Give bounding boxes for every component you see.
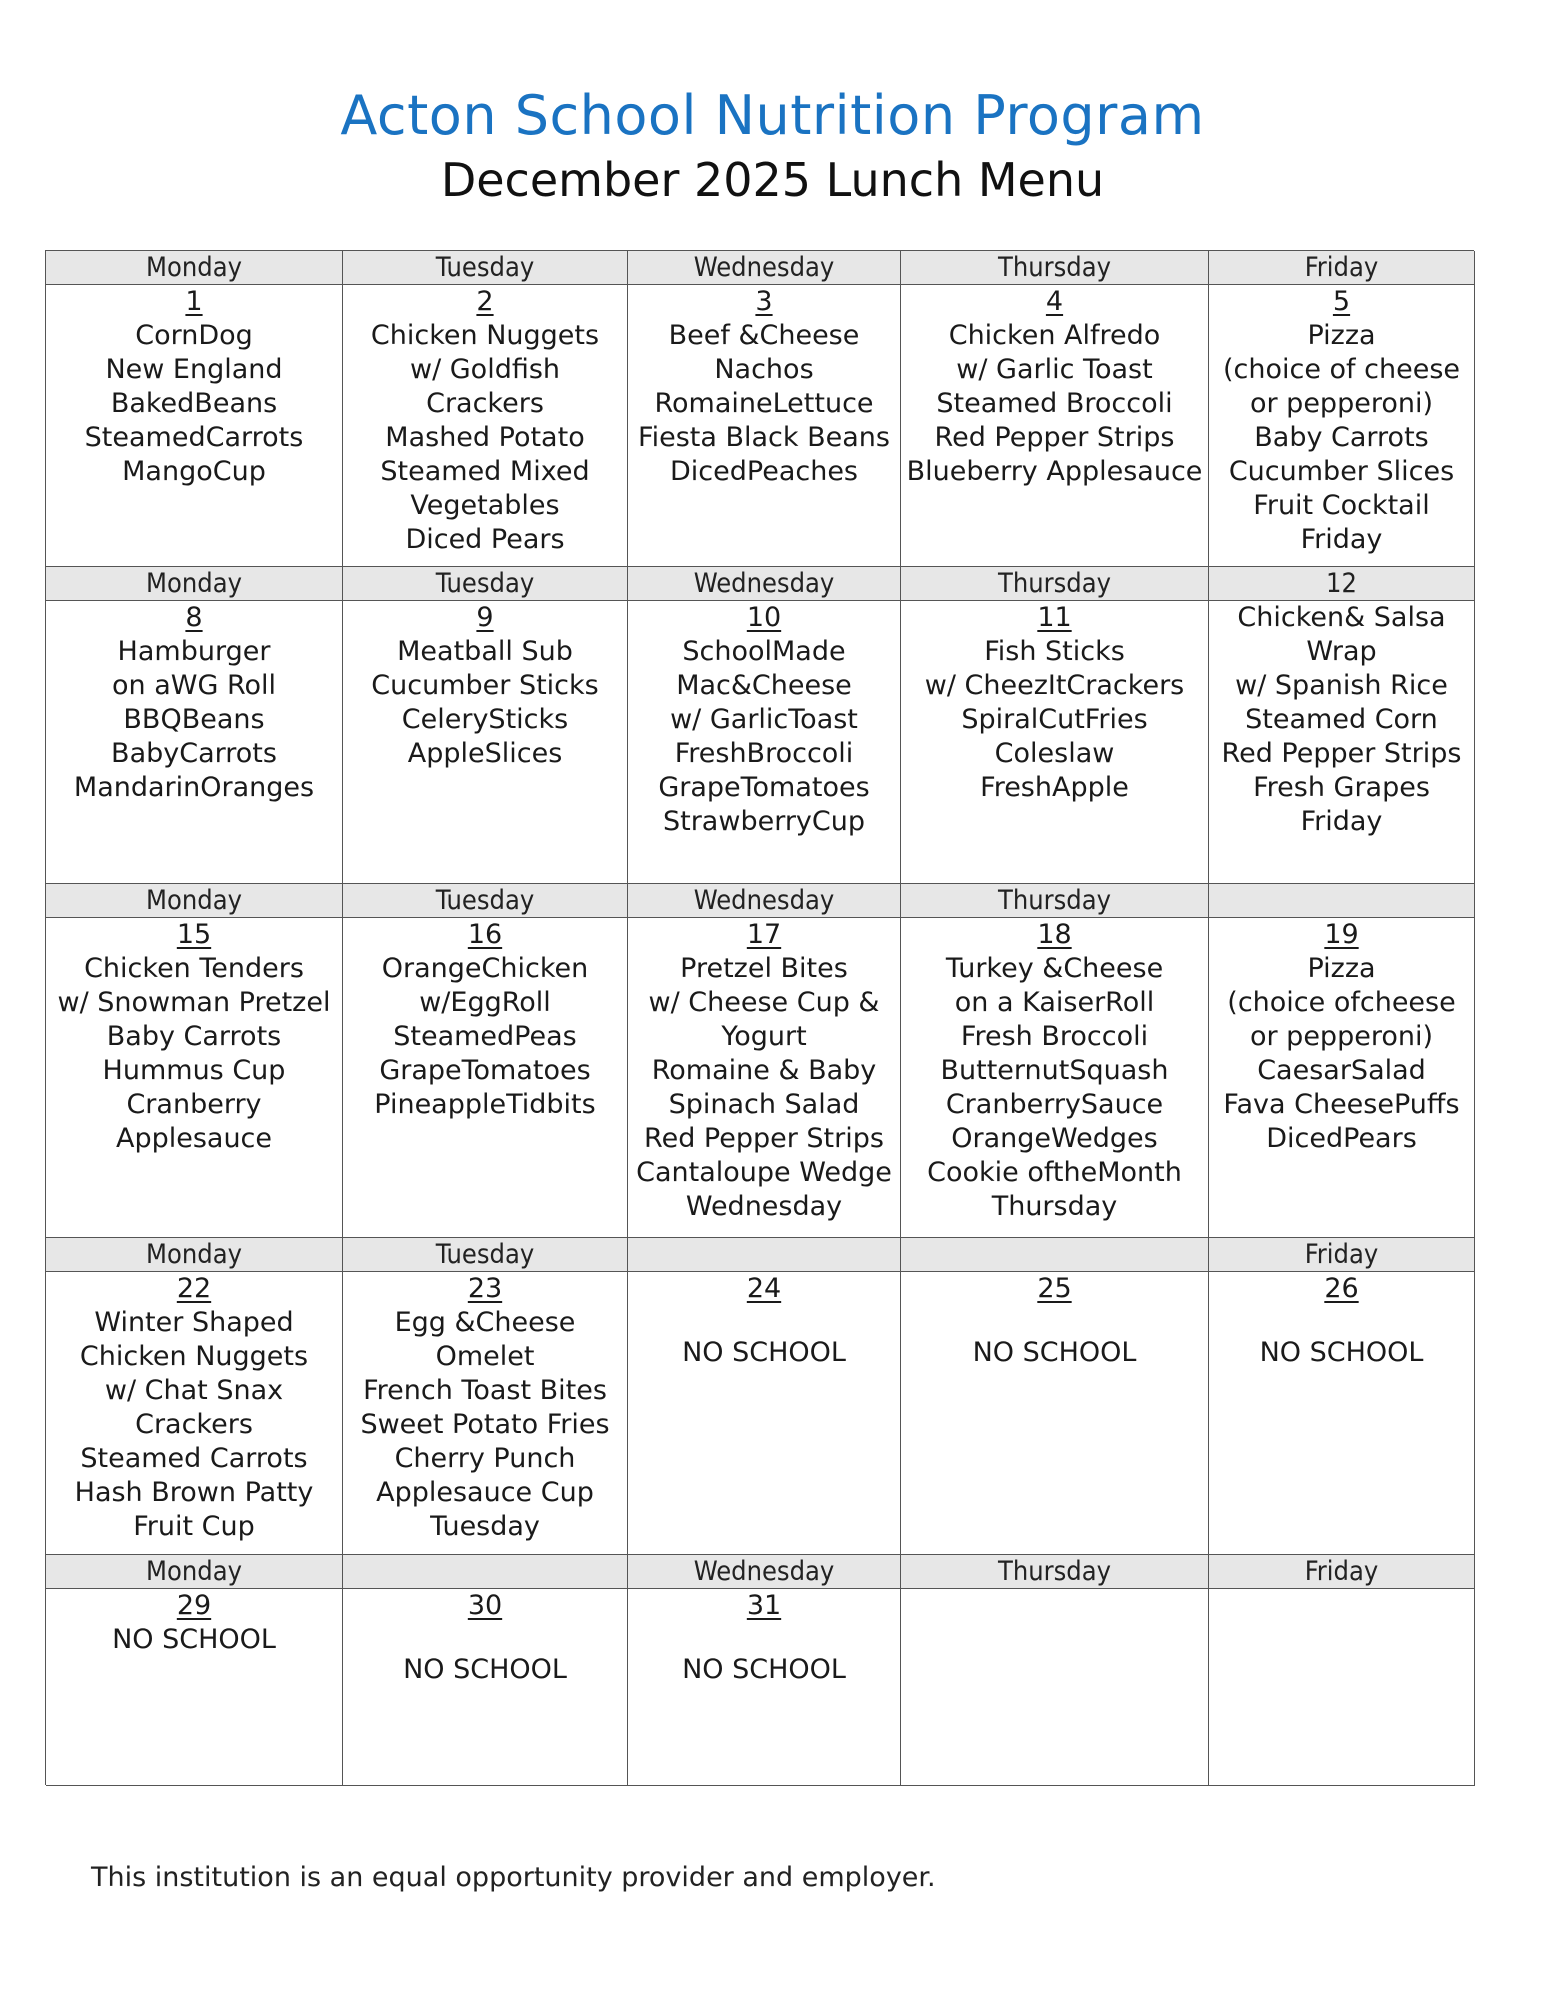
date-number: 8 [185, 602, 203, 633]
menu-item: Red Pepper Strips [934, 422, 1175, 453]
weekday-header: Wednesday [628, 884, 901, 918]
date-number: 10 [746, 602, 782, 633]
menu-item: Egg &Cheese [394, 1307, 576, 1338]
lunch-calendar [45, 250, 1474, 1785]
weekday-header: Monday [46, 884, 343, 918]
weekday-header-row [46, 251, 1475, 285]
menu-item: Sweet Potato Fries [360, 1409, 610, 1440]
menu-item: Cucumber Sticks [371, 670, 599, 701]
menu-item: CornDog [135, 320, 253, 351]
day-cell [1209, 1272, 1475, 1555]
date-number: 18 [1037, 919, 1072, 950]
date-number: 5 [1332, 286, 1351, 317]
date-number: 3 [755, 286, 773, 317]
day-cell [46, 918, 343, 1238]
menu-item: or pepperoni) [1249, 388, 1433, 419]
menu-item: FreshBroccoli [674, 738, 854, 769]
weekday-header: 12 [1209, 567, 1475, 601]
day-cell [628, 1589, 901, 1786]
menu-item: FreshApple [980, 772, 1129, 803]
weekday-header [1209, 884, 1475, 918]
menu-item: Fresh Grapes [1253, 772, 1430, 803]
day-cell [1209, 601, 1475, 884]
menu-item: Hamburger [117, 636, 271, 667]
date-number: 24 [746, 1273, 782, 1304]
menu-item: Thursday [991, 1191, 1118, 1222]
menu-item: Red Pepper Strips [1221, 738, 1462, 769]
menu-item: DicedPeaches [670, 456, 858, 487]
menu-item: w/ Cheese Cup & [648, 987, 880, 1018]
menu-item: Coleslaw [994, 738, 1115, 769]
menu-item: Tuesday [430, 1511, 540, 1542]
menu-item: BBQBeans [123, 704, 265, 735]
day-cell [628, 918, 901, 1238]
weekday-header: Wednesday [628, 1555, 901, 1589]
menu-item: Pretzel Bites [680, 953, 848, 984]
date-number: 31 [746, 1590, 782, 1621]
no-school-note: NO SCHOOL [682, 1654, 846, 1685]
weekday-header: Friday [1209, 1238, 1475, 1272]
weekday-header-row [46, 567, 1475, 601]
date-number: 26 [1324, 1273, 1359, 1304]
date-number: 15 [176, 919, 212, 950]
day-cell [46, 1272, 343, 1555]
menu-item: Cookie oftheMonth [927, 1157, 1182, 1188]
weekday-header: Tuesday [343, 1238, 628, 1272]
weekday-header: Thursday [901, 251, 1209, 285]
day-cell [628, 285, 901, 567]
menu-item: Chicken Nuggets [370, 320, 600, 351]
menu-item: Vegetables [410, 490, 560, 521]
no-school-note: NO SCHOOL [682, 1337, 846, 1368]
date-number: 30 [467, 1590, 503, 1621]
menu-item: OrangeWedges [951, 1123, 1158, 1154]
menu-item: MandarinOranges [73, 772, 315, 803]
menu-item: w/EggRoll [419, 987, 551, 1018]
weekday-header: Friday [1209, 251, 1475, 285]
menu-item: Fish Sticks [984, 636, 1125, 667]
menu-item: or pepperoni) [1249, 1021, 1433, 1052]
menu-item: on a KaiserRoll [954, 987, 1155, 1018]
menu-item: w/ Snowman Pretzel [57, 987, 331, 1018]
no-school-note: NO SCHOOL [1259, 1337, 1424, 1368]
day-cell [343, 918, 628, 1238]
menu-item: Fava CheesePuffs [1223, 1089, 1460, 1120]
weekday-header [628, 1238, 901, 1272]
weekday-header [343, 1555, 628, 1589]
weekday-header: Tuesday [343, 251, 628, 285]
date-number: 2 [476, 286, 494, 317]
menu-item: Crackers [426, 388, 544, 419]
day-cell [901, 1589, 1209, 1786]
day-cell [1209, 918, 1475, 1238]
weekday-header: Friday [1209, 1555, 1475, 1589]
date-number: 16 [467, 919, 503, 950]
date-number: 11 [1037, 602, 1072, 633]
weekday-header: Wednesday [628, 567, 901, 601]
menu-item: French Toast Bites [363, 1375, 607, 1406]
day-cell [628, 1272, 901, 1555]
menu-item: Wednesday [685, 1191, 843, 1222]
menu-item: Omelet [435, 1341, 535, 1372]
menu-item: SteamedCarrots [84, 422, 304, 453]
weekday-header: Tuesday [343, 884, 628, 918]
day-cell [1209, 285, 1475, 567]
menu-item: Wrap [1306, 636, 1377, 667]
date-number: 4 [1045, 286, 1064, 317]
menu-item: Cranberry [126, 1089, 262, 1120]
menu-item: CranberrySauce [945, 1089, 1164, 1120]
day-cell [901, 285, 1209, 567]
menu-item: ButternutSquash [940, 1055, 1169, 1086]
menu-item: SpiralCutFries [961, 704, 1148, 735]
menu-item: Pizza [1307, 953, 1376, 984]
menu-item: Beef &Cheese [668, 320, 860, 351]
weekday-header: Wednesday [628, 251, 901, 285]
menu-item: RomaineLettuce [654, 388, 874, 419]
weekday-header-row [46, 1238, 1475, 1272]
weekday-header: Tuesday [343, 567, 628, 601]
menu-item: NO SCHOOL [112, 1624, 276, 1655]
weekday-header-row [46, 1555, 1475, 1589]
no-school-note: NO SCHOOL [403, 1654, 567, 1685]
footer-note: This institution is an equal opportunity provider and employer. [91, 1862, 936, 1893]
menu-item: Winter Shaped [94, 1307, 294, 1338]
menu-item: w/ Goldfish [409, 354, 561, 385]
day-cell [46, 1589, 343, 1786]
weekday-header: Thursday [901, 567, 1209, 601]
menu-item: Steamed Corn [1245, 704, 1438, 735]
menu-item: GrapeTomatoes [379, 1055, 591, 1086]
menu-item: w/ Spanish Rice [1235, 670, 1448, 701]
menu-item: Meatball Sub [397, 636, 573, 667]
menu-item: Mashed Potato [385, 422, 585, 453]
weekday-header: Monday [46, 1238, 343, 1272]
menu-item: Cantaloupe Wedge [636, 1157, 892, 1188]
day-cell [628, 601, 901, 884]
menu-item: BabyCarrots [111, 738, 277, 769]
menu-item: Fruit Cup [133, 1511, 255, 1542]
day-cell [901, 918, 1209, 1238]
day-cell [343, 1589, 628, 1786]
menu-item: Baby Carrots [106, 1021, 282, 1052]
date-number: 19 [1324, 919, 1359, 950]
menu-item: Fruit Cocktail [1253, 490, 1430, 521]
menu-item: Baby Carrots [1254, 422, 1429, 453]
menu-item: Steamed Mixed [380, 456, 590, 487]
day-cell [46, 601, 343, 884]
menu-item: PineappleTidbits [374, 1089, 596, 1120]
day-cell [901, 1272, 1209, 1555]
menu-item: CaesarSalad [1257, 1055, 1426, 1086]
menu-item: Chicken Tenders [84, 953, 304, 984]
menu-item: Cucumber Slices [1228, 456, 1455, 487]
date-number: 17 [746, 919, 782, 950]
weekday-header: Monday [46, 1555, 343, 1589]
menu-item: BakedBeans [110, 388, 278, 419]
menu-item: OrangeChicken [381, 953, 589, 984]
menu-item: Chicken Alfredo [948, 320, 1161, 351]
menu-subtitle: December 2025 Lunch Menu [440, 153, 1105, 207]
date-number: 1 [185, 286, 203, 317]
day-cell [901, 601, 1209, 884]
menu-item: Friday [1300, 806, 1383, 837]
date-number: 23 [467, 1273, 503, 1304]
menu-item: Pizza [1307, 320, 1376, 351]
menu-item: Applesauce [115, 1123, 273, 1154]
menu-item: w/ GarlicToast [670, 704, 858, 735]
menu-item: SchoolMade [682, 636, 846, 667]
page-title: Acton School Nutrition Program [340, 84, 1205, 147]
date-number: 9 [476, 602, 494, 633]
menu-item: Hummus Cup [102, 1055, 286, 1086]
menu-item: Red Pepper Strips [644, 1123, 884, 1154]
menu-item: Friday [1300, 524, 1383, 555]
menu-item: Steamed Carrots [80, 1443, 308, 1474]
day-cell [1209, 1589, 1475, 1786]
menu-item: Applesauce Cup [376, 1477, 594, 1508]
menu-item: Blueberry Applesauce [906, 456, 1203, 487]
menu-item: w/ Chat Snax [104, 1375, 284, 1406]
day-cell [343, 601, 628, 884]
menu-item: DicedPears [1266, 1123, 1417, 1154]
menu-item: (choice of cheese [1222, 354, 1460, 385]
weekday-header: Thursday [901, 884, 1209, 918]
menu-item: StrawberryCup [662, 806, 865, 837]
day-cell [343, 1272, 628, 1555]
day-cell [343, 285, 628, 567]
weekday-header: Monday [46, 567, 343, 601]
menu-item: SteamedPeas [393, 1021, 577, 1052]
menu-item: w/ CheezItCrackers [924, 670, 1185, 701]
menu-item: Chicken& Salsa [1237, 602, 1446, 633]
menu-item: Diced Pears [405, 524, 565, 555]
menu-item: MangoCup [122, 456, 266, 487]
menu-item: w/ Garlic Toast [956, 354, 1153, 385]
no-school-note: NO SCHOOL [972, 1337, 1137, 1368]
menu-item: on aWG Roll [111, 670, 277, 701]
menu-item: Hash Brown Patty [74, 1477, 314, 1508]
menu-item: (choice ofcheese [1227, 987, 1456, 1018]
menu-item: AppleSlices [407, 738, 563, 769]
date-number: 29 [176, 1590, 212, 1621]
weekday-header [901, 1238, 1209, 1272]
menu-item: Nachos [714, 354, 814, 385]
menu-item: Fresh Broccoli [960, 1021, 1149, 1052]
menu-item: Mac&Cheese [676, 670, 852, 701]
weekday-header: Thursday [901, 1555, 1209, 1589]
weekday-header-row [46, 884, 1475, 918]
menu-item: CelerySticks [401, 704, 569, 735]
menu-item: Fiesta Black Beans [638, 422, 890, 453]
menu-item: Chicken Nuggets [79, 1341, 309, 1372]
menu-item: Romaine & Baby [651, 1055, 877, 1086]
menu-item: Yogurt [721, 1021, 807, 1052]
menu-item: Cherry Punch [394, 1443, 576, 1474]
date-number: 22 [176, 1273, 212, 1304]
menu-item: Steamed Broccoli [936, 388, 1173, 419]
date-number: 25 [1037, 1273, 1072, 1304]
menu-item: Turkey &Cheese [945, 953, 1164, 984]
menu-item: Crackers [135, 1409, 253, 1440]
weekday-header: Monday [46, 251, 343, 285]
day-cell [46, 285, 343, 567]
menu-item: Spinach Salad [668, 1089, 860, 1120]
menu-item: New England [105, 354, 283, 385]
menu-item: GrapeTomatoes [658, 772, 870, 803]
